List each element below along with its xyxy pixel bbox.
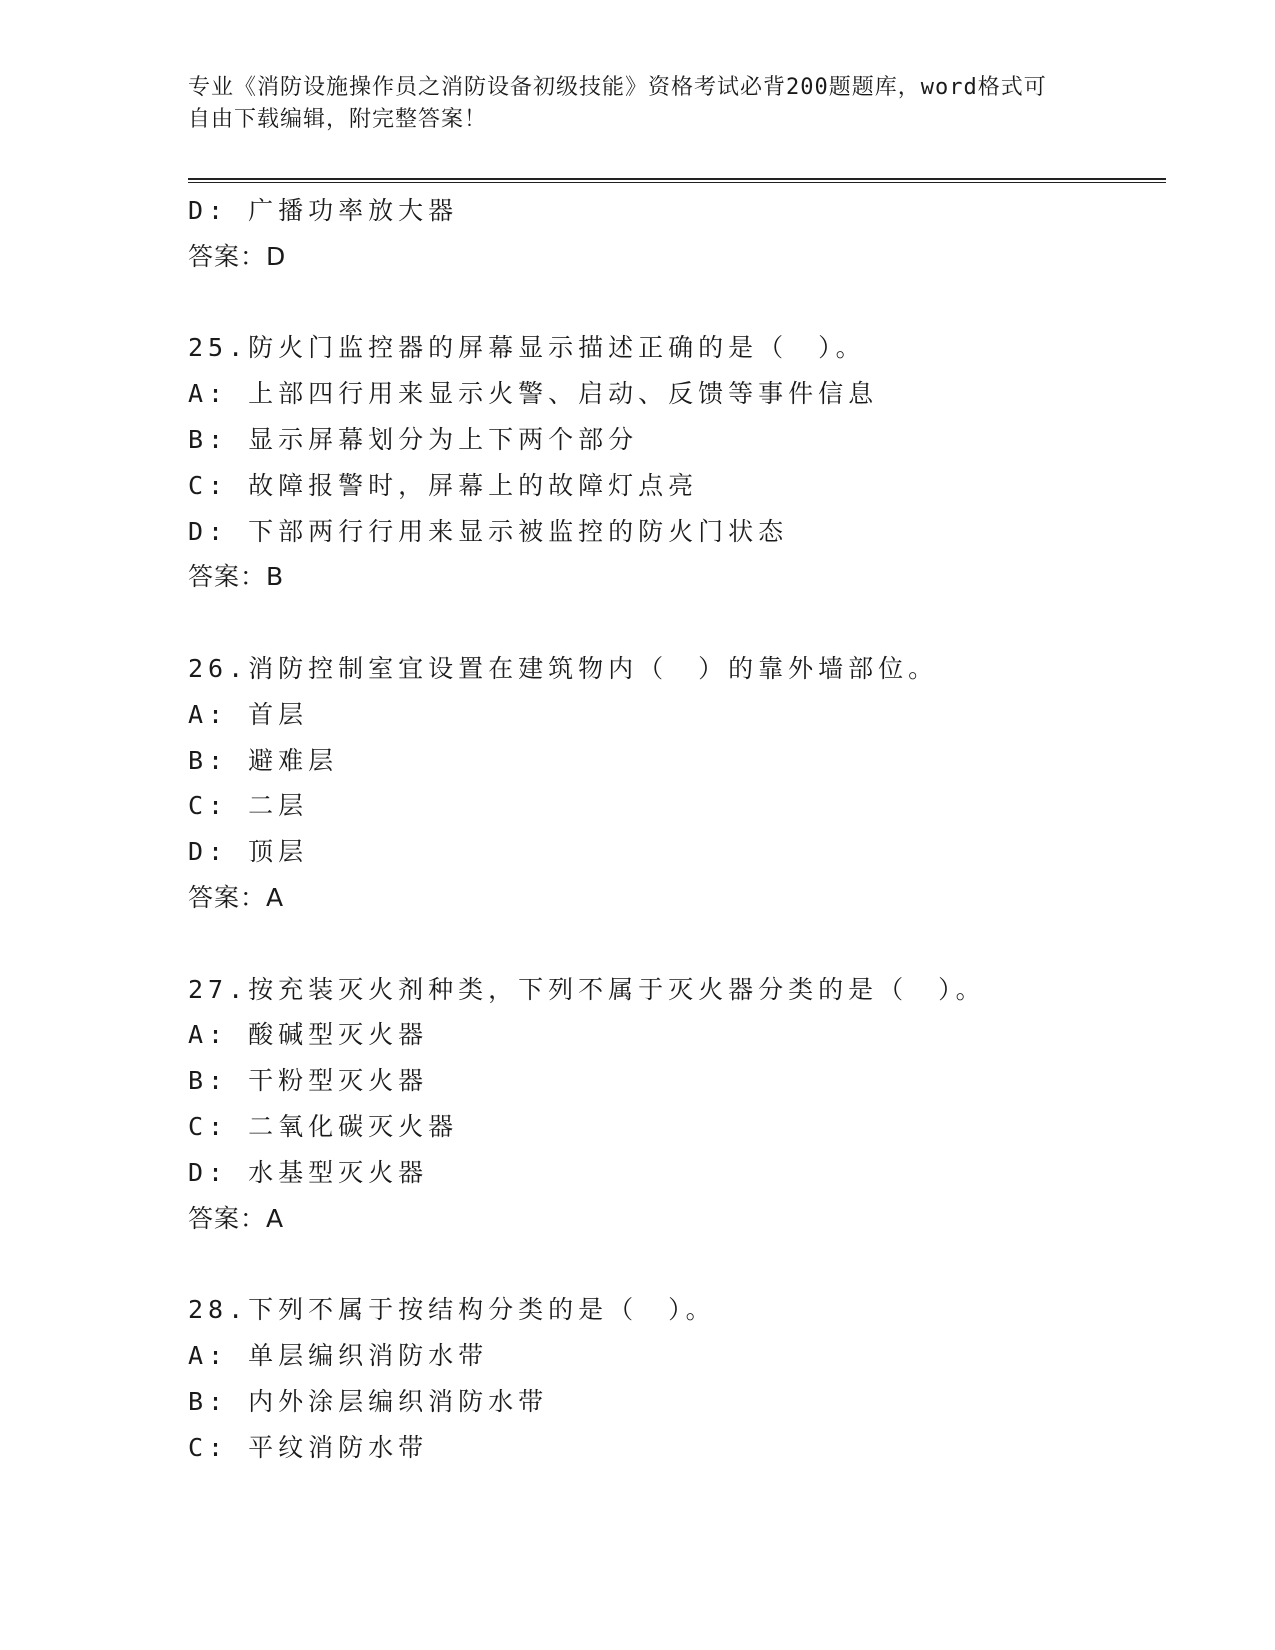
option-label: B: — [188, 424, 229, 454]
option-label: A: — [188, 379, 229, 409]
option-text: 首层 — [248, 699, 309, 729]
question-block-28 — [188, 1287, 1188, 1470]
option-c — [188, 1104, 1188, 1150]
question-block-24 — [188, 188, 1188, 280]
option-label: B: — [188, 1386, 229, 1416]
question-block-27 — [188, 967, 1188, 1242]
option-label: A: — [188, 1020, 229, 1050]
answer-line: 答案：B — [188, 562, 285, 592]
option-label: C: — [188, 1432, 229, 1462]
option-b — [188, 738, 1188, 784]
option-text: 顶层 — [248, 837, 309, 867]
option-text: 广播功率放大器 — [248, 196, 459, 225]
option-label: D: — [188, 837, 229, 867]
option-text: 二层 — [248, 791, 309, 821]
option-text: 故障报警时，屏幕上的故障灯点亮 — [248, 470, 699, 500]
option-text: 上部四行用来显示火警、启动、反馈等事件信息 — [248, 379, 879, 409]
option-text: 酸碱型灭火器 — [248, 1020, 429, 1050]
option-label: C: — [188, 791, 229, 821]
option-text: 避难层 — [248, 745, 339, 775]
option-text: 显示屏幕划分为上下两个部分 — [248, 424, 639, 454]
option-text: 单层编织消防水带 — [248, 1340, 489, 1370]
option-a — [188, 371, 1188, 417]
document-header: 专业《消防设施操作员之消防设备初级技能》资格考试必背200题题库，word格式可自由下载编辑，附完整答案！ — [188, 75, 1047, 132]
option-text: 平纹消防水带 — [248, 1432, 429, 1462]
option-text: 内外涂层编织消防水带 — [248, 1386, 549, 1416]
question-stem: 28.下列不属于按结构分类的是（ ）。 — [188, 1295, 716, 1325]
option-b — [188, 1058, 1188, 1104]
question-block-26 — [188, 646, 1188, 921]
question-list — [188, 188, 1188, 1470]
option-b — [188, 417, 1188, 463]
answer-line: 答案：A — [188, 1203, 285, 1233]
option-text: 水基型灭火器 — [248, 1157, 429, 1187]
option-label: D: — [188, 196, 229, 225]
option-label: D: — [188, 1157, 229, 1187]
option-d — [188, 829, 1188, 875]
option-label: B: — [188, 745, 229, 775]
option-label: C: — [188, 1111, 229, 1141]
option-c — [188, 783, 1188, 829]
question-stem: 25.防火门监控器的屏幕显示描述正确的是（ ）。 — [188, 333, 866, 363]
option-d — [188, 188, 1188, 234]
option-label: A: — [188, 1340, 229, 1370]
option-label: C: — [188, 470, 229, 500]
option-b — [188, 1379, 1188, 1425]
option-a — [188, 1012, 1188, 1058]
option-c — [188, 463, 1188, 509]
answer-line: 答案：A — [188, 882, 285, 912]
option-a — [188, 1333, 1188, 1379]
question-stem: 26.消防控制室宜设置在建筑物内（ ）的靠外墙部位。 — [188, 653, 939, 683]
option-label: D: — [188, 516, 229, 546]
option-d — [188, 1150, 1188, 1196]
option-label: A: — [188, 699, 229, 729]
option-a — [188, 692, 1188, 738]
option-text: 下部两行行用来显示被监控的防火门状态 — [248, 516, 789, 546]
option-label: B: — [188, 1066, 229, 1096]
question-stem: 27.按充装灭火剂种类，下列不属于灭火器分类的是（ ）。 — [188, 974, 986, 1004]
option-text: 干粉型灭火器 — [248, 1066, 429, 1096]
option-c — [188, 1425, 1188, 1471]
question-block-25 — [188, 325, 1188, 600]
option-d — [188, 509, 1188, 555]
header-divider — [188, 178, 1166, 183]
option-text: 二氧化碳灭火器 — [248, 1111, 459, 1141]
answer-line: 答案：D — [188, 241, 287, 271]
